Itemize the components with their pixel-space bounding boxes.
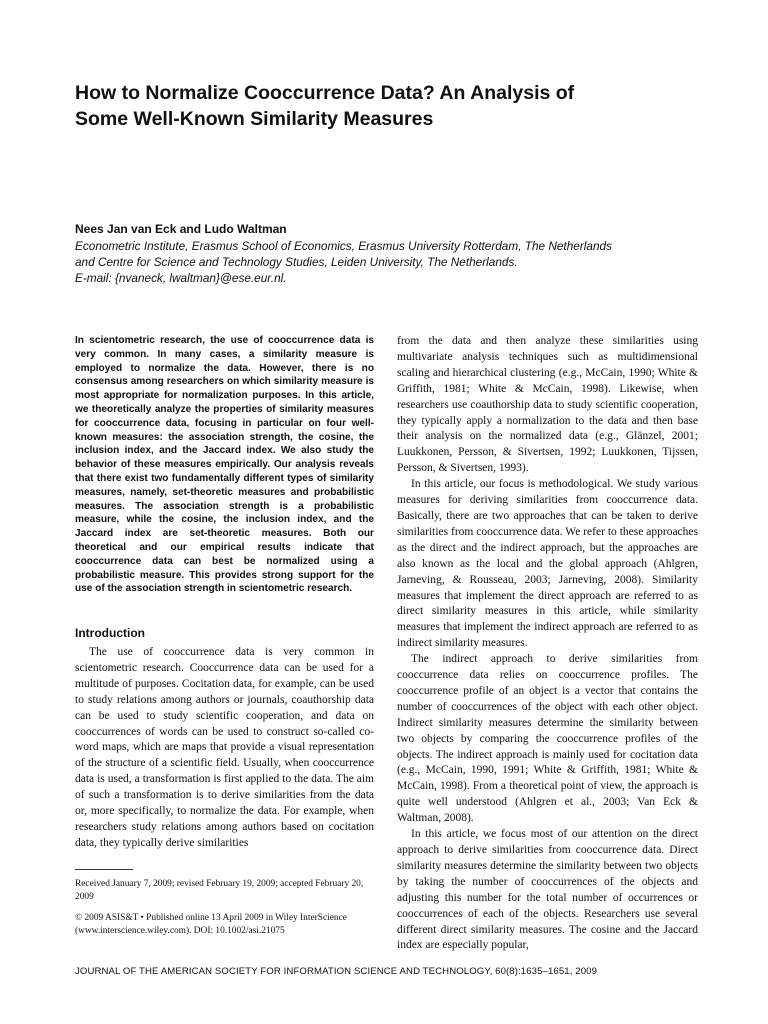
title-line-2: Some Well-Known Similarity Measures	[75, 108, 434, 130]
affiliation-line-2: and Centre for Science and Technology Studies, Leiden University, The Netherlands.	[75, 255, 518, 269]
title-line-1: How to Normalize Cooccurrence Data? An Analysis of	[75, 82, 575, 104]
affiliation-line-1: Econometric Institute, Erasmus School of Economics, Erasmus University Rotterdam, The Netherlands	[75, 239, 612, 253]
copyright-footnote: © 2009 ASIS&T • Published online 13 April 2009 in Wiley InterScience (www.interscience.wiley.com). DOI: 10.1002/asi.21075	[75, 913, 347, 936]
left-column-body	[75, 645, 374, 852]
received-dates-footnote: Received January 7, 2009; revised February 19, 2009; accepted February 20, 2009	[75, 879, 364, 902]
author-names: Nees Jan van Eck and Ludo Waltman	[75, 222, 287, 236]
intro-paragraph-1: The use of cooccurrence data is very common in scientometric research. Cooccurrence data can be used for a multitude of purposes. Cocitation data, for example, can be used to study relations among authors or journals, coauthorship data can be used to study scientific cooperation, and data on cooccurrences of words can be used to construct so-called co-word maps, which are maps that provide a visual representation of the structure of a scientific field. Usually, when cooccurrence data is used, a transformation is first applied to the data. The aim of such a transformation is to derive similarities from the data or, more specifically, to normalize the data. For example, when researchers study relations among authors based on cocitation data, they typically derive similarities	[75, 646, 374, 849]
article-title	[75, 80, 715, 132]
section-heading-introduction: Introduction	[75, 626, 145, 640]
abstract: In scientometric research, the use of cooccurrence data is very common. In many cases, a similarity measure is employed to normalize the data. However, there is no consensus among researchers on which similarity measure is most appropriate for normalization purposes. In this article, we theoretically analyze the properties of similarity measures for cooccurrence data, focusing in particular on four well-known measures: the association strength, the cosine, the inclusion index, and the Jaccard index. We also study the behavior of these measures empirically. Our analysis reveals that there exist two fundamentally different types of similarity measures, namely, set-theoretic measures and probabilistic measures. The association strength is a probabilistic measure, while the cosine, the inclusion index, and the Jaccard index are set-theoretic measures. Both our theoretical and our empirical results indicate that cooccurrence data can best be normalized using a probabilistic measure. This provides strong support for the use of the association strength in scientometric research.	[75, 335, 374, 595]
footnote-rule	[75, 869, 133, 870]
body-paragraph-3: The indirect approach to derive similarities from cooccurrence data relies on cooccurrence profiles. The cooccurrence profile of an object is a vector that contains the number of cooccurrences of the object with each other object. Indirect similarity measures determine the similarity between two objects by comparing the cooccurrence profiles of the objects. The indirect approach is mainly used for cocitation data (e.g., McCain, 1990, 1991; White & Griffith, 1981; White & McCain, 1998). From a theoretical point of view, the approach is quite well understood (Ahlgren et al., 2003; Van Eck & Waltman, 2008).	[397, 653, 698, 825]
author-affiliation	[75, 238, 715, 286]
author-email: E-mail: {nvaneck, lwaltman}@ese.eur.nl.	[75, 271, 287, 285]
body-paragraph-4: In this article, we focus most of our attention on the direct approach to derive similarities from cooccurrence data. Direct similarity measures determine the similarity between two objects by taking the number of cooccurrences of the objects and adjusting this number for the total number of occurrences or cooccurrences of each of the objects. Researchers use several different direct similarity measures. The cosine and the Jaccard index are especially popular,	[397, 828, 698, 952]
journal-footer: JOURNAL OF THE AMERICAN SOCIETY FOR INFORMATION SCIENCE AND TECHNOLOGY, 60(8):1635–1651, 2009	[75, 966, 598, 977]
body-paragraph-continued: from the data and then analyze these similarities using multivariate analysis techniques such as multidimensional scaling and hierarchical clustering (e.g., McCain, 1990; White & Griffith, 1981; White & McCain, 1998). Likewise, when researchers use coauthorship data to study scientific cooperation, they typically apply a normalization to the data and then base their analysis on the normalized data (e.g., Glänzel, 2001; Luukkonen, Persson, & Sivertsen, 1992; Luukkonen, Tijssen, Persson, & Sivertsen, 1993).	[397, 335, 698, 475]
body-paragraph-2: In this article, our focus is methodological. We study various measures for deriving similarities from cooccurrence data. Basically, there are two approaches that can be taken to derive similarities from cooccurrence data. We refer to these approaches as the direct and the indirect approach, but the approaches are also known as the local and the global approach (Ahlgren, Jarneving, & Rousseau, 2003; Jarneving, 2008). Similarity measures that implement the direct approach are referred to as direct similarity measures in this article, while similarity measures that implement the indirect approach are referred to as indirect similarity measures.	[397, 478, 698, 650]
right-column-body	[397, 334, 698, 954]
